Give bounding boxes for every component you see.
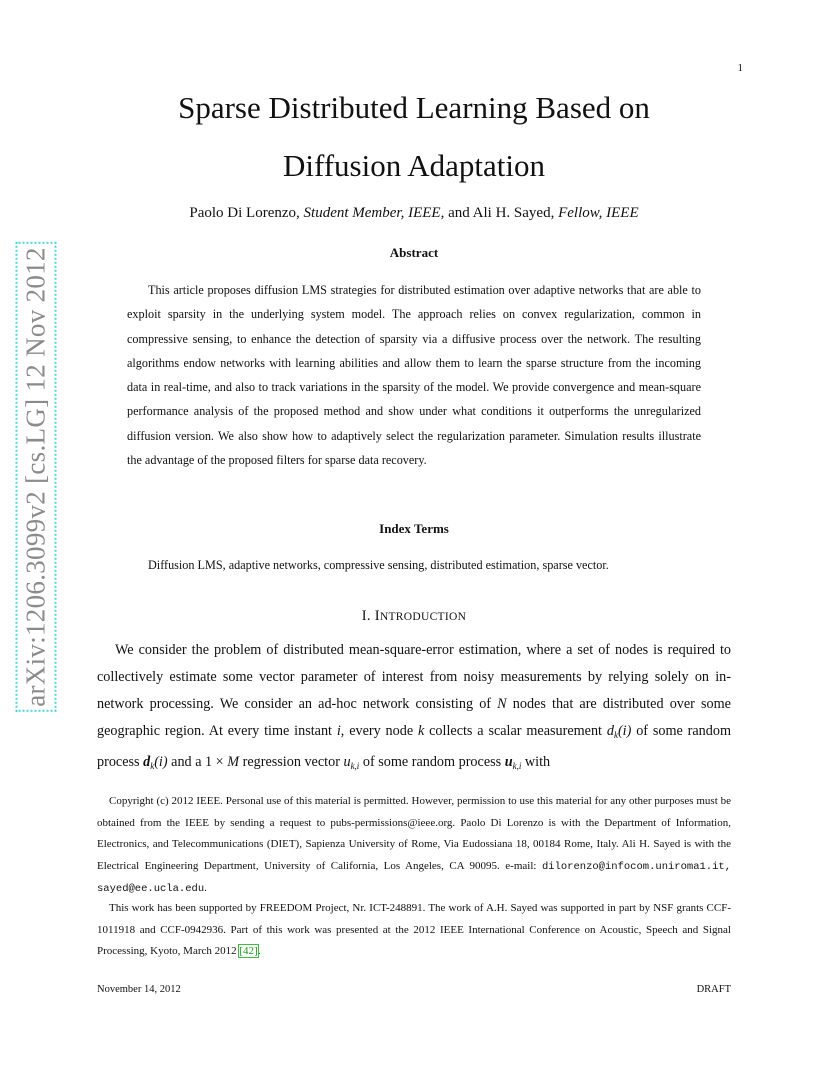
abstract-heading: Abstract: [389, 245, 439, 260]
author-2-role: Fellow, IEEE: [558, 205, 639, 221]
title-line-2: Diffusion Adaptation: [282, 148, 546, 183]
math-subscript: k: [613, 730, 618, 740]
math-bold-d: d: [143, 754, 151, 770]
author-1-role: Student Member, IEEE: [303, 205, 441, 221]
intro-text: of some random process: [97, 723, 731, 770]
intro-text: and a 1 ×: [167, 754, 228, 770]
intro-text: , every node: [340, 723, 418, 739]
intro-text: nodes that are distributed over some geographic region. At every time instant: [97, 696, 731, 739]
abstract-body: This article proposes diffusion LMS strategies for distributed estimation over adaptive networks that are able to exploit sparsity in the underlying system model. The approach relies on convex regularization, common in compressive sensing, to enhance the detection of sparsity via a diffusive process over the network. The resulting algorithms endow networks with learning abilities and allow them to learn the sparse structure from the incoming data in real-time, and also to track variations in the sparsity of the model. We provide convergence and mean-square performance analysis of the proposed method and show under what conditions it outperforms the unregularized diffusion version. We also show how to adaptively select the regularization parameter. Simulation results illustrate the advantage of the proposed filters for sparse data recovery.: [127, 283, 701, 468]
paper-title: [0, 79, 828, 195]
author-separator: , and Ali H. Sayed,: [440, 205, 559, 221]
citation-link[interactable]: [42]: [239, 945, 258, 958]
math-i: i: [336, 723, 341, 739]
intro-text: of some random process: [359, 754, 505, 770]
math-subscript: k,i: [350, 761, 360, 771]
math-M: M: [227, 754, 240, 770]
footnote-text: Copyright (c) 2012 IEEE. Personal use of this material is permitted. However, permission to use this material for any other purposes must be obtained from the IEEE by sending a request to pubs-permissions@ieee.org. Paolo Di Lorenzo is with the Department of Information, Electronics, and Telecommunications (DIET), Sapienza University of Rome, Via Eudossiana 18, 00184 Rome, Italy. Ali H. Sayed is with the Electrical Engineering Department, University of California, Los Angeles, CA 90095. e-mail:: [97, 795, 731, 872]
section-title-rest: NTRODUCTION: [379, 611, 467, 623]
page-number: 1: [737, 62, 743, 74]
math-arg: (i): [617, 723, 632, 739]
intro-text: We consider the problem of distributed mean-square-error estimation, where a set of nodes is required to collectively estimate some vector parameter of interest from noisy measurements by relying solely on in-network processing. We consider an ad-hoc network consisting of: [97, 642, 731, 712]
math-d: d: [606, 723, 614, 739]
footer-status: DRAFT: [696, 984, 731, 995]
intro-text: collects a scalar measurement: [424, 723, 607, 739]
index-terms-heading: Index Terms: [379, 521, 449, 536]
math-arg: (i): [154, 754, 168, 770]
footnote-funding: [97, 898, 731, 963]
math-N: N: [497, 696, 507, 712]
footnote-text: .: [257, 945, 261, 958]
author-line: [0, 205, 828, 222]
index-terms-text: Diffusion LMS, adaptive networks, compressive sensing, distributed estimation, sparse vector.: [148, 558, 609, 572]
intro-text: with: [521, 754, 551, 770]
section-number: I. I: [361, 608, 380, 624]
author-emails[interactable]: dilorenzo@infocom.uniroma1.it, sayed@ee.ucla.edu: [97, 860, 731, 896]
footnote-copyright: [97, 791, 731, 901]
section-heading-introduction: [0, 608, 828, 625]
math-subscript: k,i: [512, 761, 522, 771]
footnote-text: This work has been supported by FREEDOM Project, Nr. ICT-248891. The work of A.H. Sayed was supported in part by NSF grants CCF-1011918 and CCF-0942936. Part of this work was presented at the 2012 IEEE International Conference on Acoustic, Speech and Signal Processing, Kyoto, March 2012: [97, 902, 731, 958]
math-bold-u: u: [504, 754, 513, 770]
math-k: k: [417, 723, 425, 739]
arxiv-identifier-stamp[interactable]: arXiv:1206.3099v2 [cs.LG] 12 Nov 2012: [20, 247, 51, 707]
footer-date: November 14, 2012: [97, 984, 181, 995]
footnote-text: .: [204, 882, 207, 895]
intro-text: regression vector: [239, 754, 344, 770]
math-u: u: [343, 754, 351, 770]
author-1-name: Paolo Di Lorenzo,: [189, 205, 304, 221]
introduction-paragraph: [97, 637, 731, 780]
math-subscript: k: [150, 761, 155, 771]
title-line-1: Sparse Distributed Learning Based on: [178, 90, 650, 125]
